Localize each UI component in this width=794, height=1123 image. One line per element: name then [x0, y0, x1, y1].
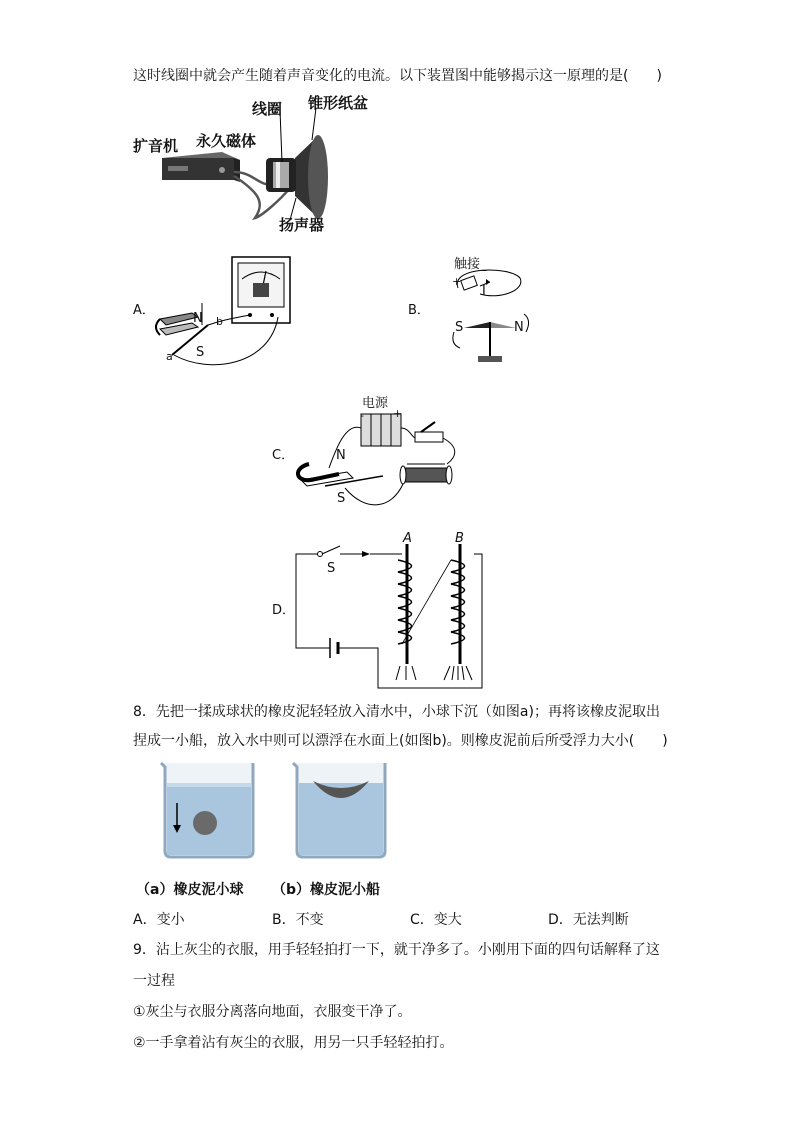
option-d-nail-a: A [403, 531, 412, 546]
option-a-s: S [196, 345, 205, 360]
option-b-current: I [482, 284, 486, 299]
q8-line-1: 8．先把一揉成球状的橡皮泥轻轻放入清水中，小球下沉（如图a)；再将该橡皮泥取出 [133, 704, 660, 720]
label-coil: 线圈 [252, 100, 283, 118]
label-cone: 锥形纸盆 [308, 94, 369, 112]
option-d-letter: D． [272, 603, 296, 618]
q8-line-2: 捏成一小船，放入水中则可以漂浮在水面上(如图b)。则橡皮泥前后所受浮力大小( ) [133, 733, 668, 749]
q8-choice-b[interactable]: B．不变 [272, 912, 324, 928]
question-intro-line: 这时线圈中就会产生随着声音变化的电流。以下装置图中能够揭示这一原理的是( ) [133, 68, 662, 84]
option-c-power: 电源 [362, 396, 389, 411]
caption-a: （a）橡皮泥小球 [136, 882, 244, 898]
q8-choice-d[interactable]: D．无法判断 [548, 912, 629, 928]
option-a-a: a [166, 350, 173, 363]
caption-b: （b）橡皮泥小船 [272, 882, 381, 898]
q8-choice-a[interactable]: A．变小 [133, 912, 185, 928]
q9-item-2: ②一手拿着沾有灰尘的衣服，用另一只手轻轻拍打。 [133, 1035, 454, 1051]
option-d-switch-s: S [327, 561, 336, 576]
q9-line-1: 9．沾上灰尘的衣服，用手轻轻拍打一下，就干净多了。小刚用下面的四句话解释了这 [133, 942, 660, 958]
option-c-minus: - [360, 409, 364, 422]
q8-choice-c[interactable]: C．变大 [410, 912, 462, 928]
label-magnet: 永久磁体 [196, 132, 257, 150]
label-speaker: 扬声器 [279, 216, 325, 234]
option-c-letter: C． [272, 448, 295, 463]
option-d-nail-b: B [455, 531, 464, 546]
option-b-letter: B． [408, 303, 430, 318]
option-a-b: b [216, 315, 223, 328]
beaker-a-diagram [157, 757, 397, 861]
option-b-touch: 触接_ [454, 257, 487, 272]
q9-line-2: 一过程 [133, 973, 175, 989]
option-a-n: N [193, 311, 203, 326]
option-c-s: S [337, 491, 346, 506]
label-amplifier: 扩音机 [133, 137, 179, 155]
option-d-diagram [294, 532, 490, 692]
q9-item-1: ①灰尘与衣服分离落向地面，衣服变干净了。 [133, 1004, 412, 1020]
option-b-n: N [514, 320, 524, 335]
option-c-plus: + [393, 407, 403, 420]
option-b-s: S [455, 320, 464, 335]
option-a-letter: A． [133, 303, 155, 318]
option-c-n: N [336, 448, 346, 463]
option-b-plus: + [452, 275, 462, 288]
